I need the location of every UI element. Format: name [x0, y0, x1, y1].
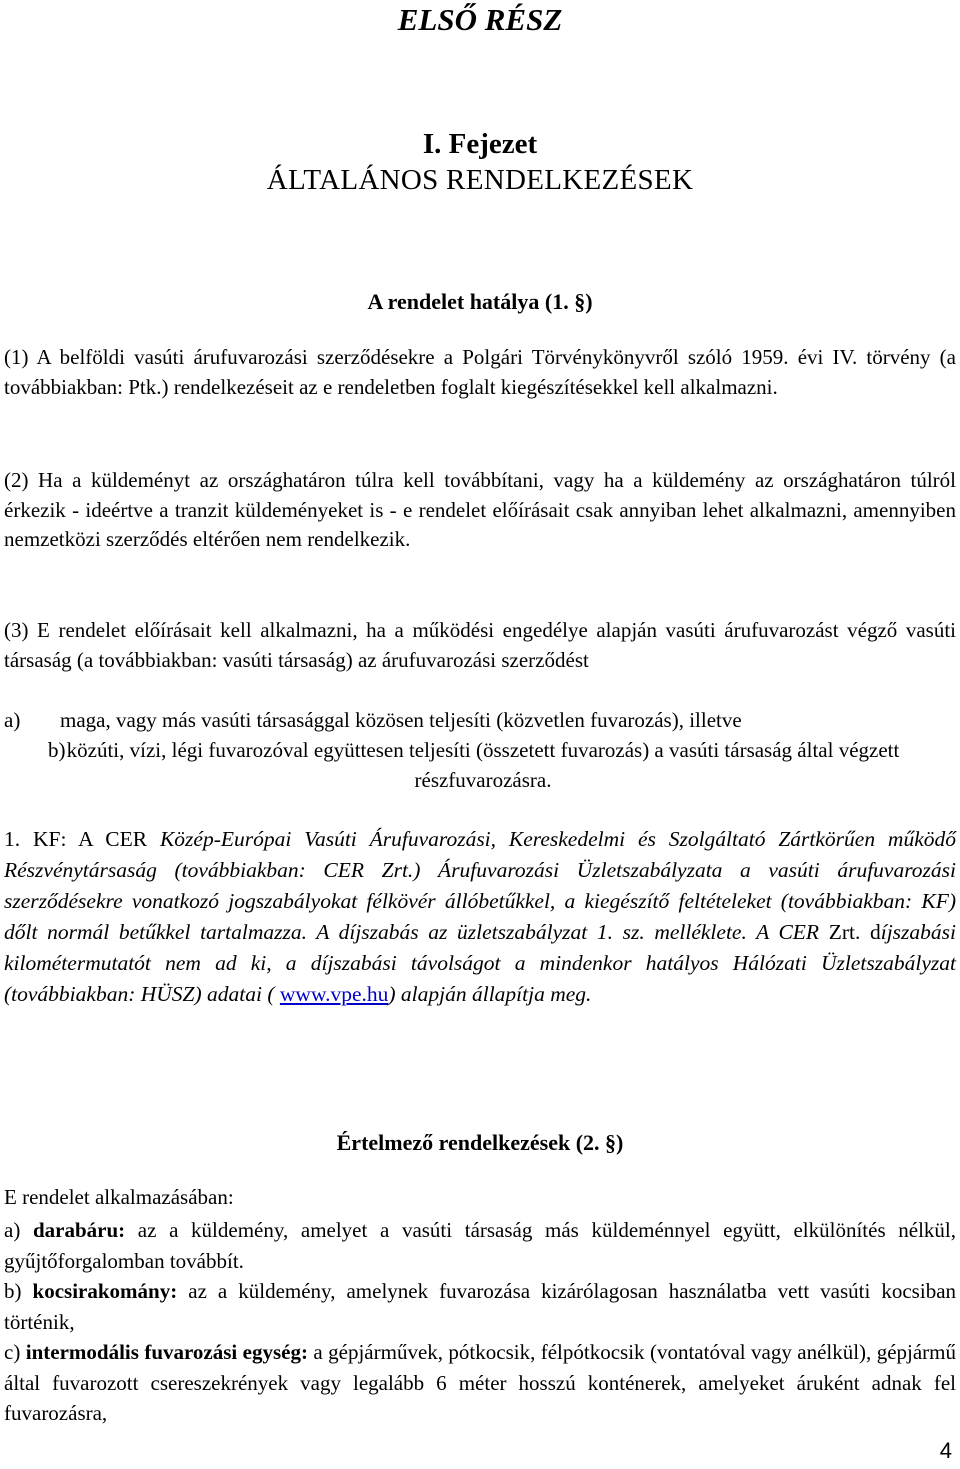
vpe-link[interactable]: www.vpe.hu [279, 982, 389, 1006]
definition-text: az a küldemény, amelyet a vasúti társaság más küldeménnyel együtt, elkülönítés nélkül, gyűjtőforgalomban továbbít. [4, 1218, 956, 1273]
section-title-definitions: Értelmező rendelkezések (2. §) [336, 1130, 624, 1155]
list-item-a-label: a) [4, 708, 21, 732]
chapter-number: I. Fejezet [422, 128, 538, 160]
list-item-a-text: maga, vagy más vasúti társasággal közösen teljesíti (közvetlen fuvarozás), illetve [60, 708, 742, 732]
definition-label: b) [4, 1279, 22, 1303]
part-title: ELSŐ RÉSZ [397, 2, 563, 37]
page-number: 4 [939, 1438, 952, 1463]
kf-note [4, 824, 956, 1010]
list-item-b-text: közúti, vízi, légi fuvarozóval együttesen teljesíti (összetett fuvarozás) a vasúti társaság által végzett részfuvarozásra. [66, 738, 900, 792]
definition-item [4, 1276, 956, 1337]
definition-text: a gépjárművek, pótkocsik, félpótkocsik (vontatóval vagy anélkül), gépjármű által fuvarozott csereszekrények vagy legalább 6 méter hosszú konténerek, amelyeket áruként adnak fel fuvarozásra, [4, 1340, 957, 1425]
list-item-b [48, 736, 918, 795]
paragraph-2: (2) Ha a küldeményt az országhatáron túlra kell továbbítani, vagy ha a küldemény az országhatáron túlról érkezik - ideértve a tranzit küldeményeket is - e rendelet előírásait csak annyiban lehet alkalmazni, amennyiben nemzetközi szerződés eltérően nem rendelkezik. [4, 468, 956, 552]
definition-term: intermodális fuvarozási egység: [25, 1340, 308, 1364]
section-title-scope: A rendelet hatálya (1. §) [367, 289, 593, 314]
definition-item [4, 1337, 956, 1429]
kf-note-italic-1: Közép-Európai Vasúti Árufuvarozási, Kereskedelmi és Szolgáltató Zártkörűen működő Részvénytársaság (továbbiakban: CER Zrt.) Árufuvarozási Üzletszabályzata a vasúti árufuvarozási szerződésekre vonatkozó jogszabályokat félkövér állóbetűkkel, a kiegészítő feltételeket (továbbiakban: KF) dőlt normál betűkkel tartalmazza. A díjszabás az üzletszabályzat 1. sz. melléklete. A CER [4, 827, 956, 944]
kf-note-italic-3: ) alapján állapítja meg. [388, 982, 592, 1006]
definition-text: az a küldemény, amelynek fuvarozása kizárólagosan használatba vett vasúti kocsiban történik, [4, 1279, 957, 1334]
definition-term: darabáru: [32, 1218, 126, 1242]
list-item-b-label: b) [48, 738, 66, 762]
kf-note-mid: Zrt. d [828, 920, 881, 944]
definitions-intro: E rendelet alkalmazásában: [4, 1185, 234, 1209]
paragraph-1: (1) A belföldi vasúti árufuvarozási szerződésekre a Polgári Törvénykönyvről szóló 1959. évi IV. törvény (a továbbiakban: Ptk.) rendelkezéseit az e rendeletben foglalt kiegészítésekkel kell alkalmazni. [4, 345, 956, 399]
definition-label: c) [4, 1340, 21, 1364]
definition-item [4, 1215, 956, 1276]
definition-label: a) [4, 1218, 21, 1242]
paragraph-3: (3) E rendelet előírásait kell alkalmazni, ha a működési engedélye alapján vasúti árufuvarozást végző vasúti társaság (a továbbiakban: vasúti társaság) az árufuvarozási szerződést [4, 618, 956, 672]
kf-note-lead: 1. KF: A CER [4, 827, 160, 851]
chapter-title: ÁLTALÁNOS RENDELKEZÉSEK [266, 164, 694, 196]
kf-note-italic-2: íjszabási kilométermutatót nem ad ki, a díjszabási távolságot a mindenkor hatályos Hálózati Üzletszabályzat (továbbiakban: HÜSZ) adatai ( [4, 920, 956, 1006]
list-item-a [4, 706, 956, 736]
definition-term: kocsirakomány: [32, 1279, 178, 1303]
